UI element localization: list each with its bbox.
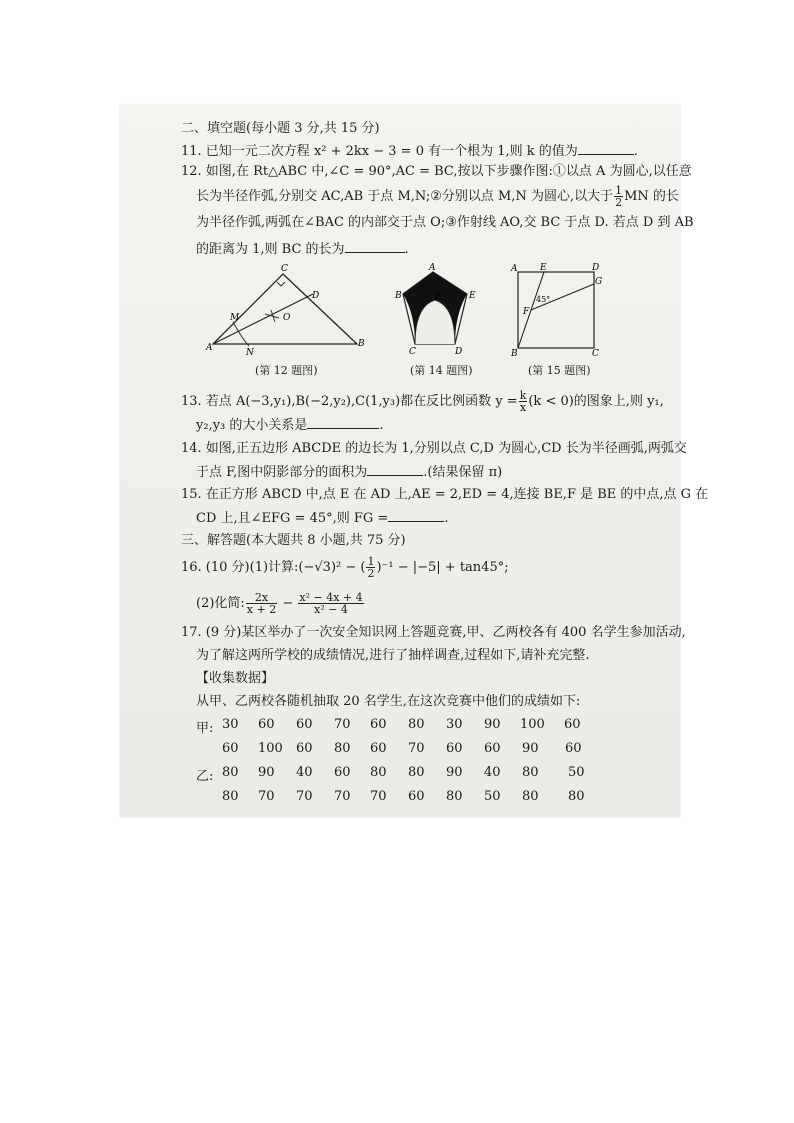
label-angle: 45°	[536, 295, 551, 304]
score-cell: 70	[258, 789, 275, 804]
score-cell: 60	[370, 741, 387, 756]
score-cell: 90	[484, 717, 501, 732]
question-16-line-2: (2)化简: $\frac{2x}{x + 2}$ − $\frac{\text{x² − 4x + 4}}{\text{x² − 4}}$	[196, 591, 363, 616]
fraction-2x-over-x-plus-2: $\frac{2x}{x + 2}$	[246, 591, 277, 616]
figure-14	[393, 262, 493, 357]
question-14-line-2: 于点 F,图中阴影部分的面积为 .(结果保留 π)	[196, 465, 503, 480]
label-C: C	[281, 264, 288, 274]
question-16-line-1: 16. (10 分)(1)计算:(−√3)² − ( $\frac{1}{2}$ )⁻¹ − |−5| + tan45°;	[181, 555, 509, 580]
score-cell: 80	[522, 789, 539, 804]
score-cell: 30	[222, 717, 239, 732]
answer-blank[interactable]	[367, 463, 423, 476]
score-cell: 40	[484, 765, 501, 780]
score-cell: 50	[568, 765, 585, 780]
score-cell: 60	[296, 717, 313, 732]
question-15-line-2: CD 上,且∠EFG = 45°,则 FG = .	[196, 511, 449, 526]
question-11: 11. 已知一元二次方程 x² + 2kx − 3 = 0 有一个根为 1,则 k 的值为 .	[181, 144, 638, 159]
section-title-solutions: 三、解答题(本大题共 8 小题,共 75 分)	[181, 533, 406, 548]
fraction-half: $\frac{1}{2}$	[367, 555, 375, 580]
score-cell: 60	[334, 765, 351, 780]
figure-12	[205, 262, 375, 357]
label-N: N	[246, 348, 254, 357]
score-cell: 60	[446, 741, 463, 756]
score-cell: 60	[222, 741, 239, 756]
answer-blank[interactable]	[578, 142, 634, 155]
label-B: B	[358, 339, 365, 349]
fraction-half: $\frac{1}{2}$	[615, 184, 623, 209]
question-12-line-2: 长为半径作弧,分别交 AC,AB 于点 M,N;②分别以点 M,N 为圆心,以大于 $\frac{1}{2}$ MN 的长	[196, 184, 679, 209]
score-cell: 80	[370, 765, 387, 780]
school-b-label: 乙:	[196, 769, 214, 784]
question-13-line-2: y₂,y₃ 的大小关系是 .	[196, 418, 384, 433]
label-A: A	[511, 264, 518, 274]
score-cell: 80	[568, 789, 585, 804]
label-G: G	[595, 277, 603, 287]
label-B: B	[511, 349, 518, 357]
label-M: M	[230, 313, 240, 323]
section-title-fill-in: 二、填空题(每小题 3 分,共 15 分)	[181, 121, 380, 136]
fraction-k-over-x: $\frac{k}{x}$	[519, 389, 527, 414]
score-cell: 70	[334, 717, 351, 732]
score-cell: 100	[520, 717, 545, 732]
score-cell: 60	[258, 717, 275, 732]
label-D: D	[592, 263, 600, 273]
label-F: F	[435, 292, 442, 302]
score-cell: 100	[258, 741, 283, 756]
score-cell: 60	[484, 741, 501, 756]
answer-blank[interactable]	[388, 509, 444, 522]
collect-data-intro: 从甲、乙两校各随机抽取 20 名学生,在这次竞赛中他们的成绩如下:	[196, 694, 581, 709]
score-cell: 60	[370, 717, 387, 732]
label-C: C	[592, 349, 599, 357]
question-17-line-1: 17. (9 分)某区举办了一次安全知识网上答题竞赛,甲、乙两校各有 400 名学生参加活动,	[181, 625, 686, 640]
label-D: D	[455, 347, 463, 357]
score-cell: 90	[446, 765, 463, 780]
question-12-line-3: 为半径作弧,两弧在∠BAC 的内部交于点 O;③作射线 AO,交 BC 于点 D. 若点 D 到 AB	[196, 215, 694, 230]
label-A: A	[206, 343, 213, 353]
question-12-line-4: 的距离为 1,则 BC 的长为 .	[196, 242, 409, 257]
score-cell: 80	[222, 789, 239, 804]
figure-15	[508, 262, 603, 357]
score-cell: 70	[408, 741, 425, 756]
score-cell: 60	[296, 741, 313, 756]
question-11-text: 11. 已知一元二次方程 x² + 2kx − 3 = 0 有一个根为 1,则 k 的值为	[181, 144, 578, 159]
question-15-line-1: 15. 在正方形 ABCD 中,点 E 在 AD 上,AE = 2,ED = 4,连接 BE,F 是 BE 的中点,点 G 在	[181, 487, 709, 502]
label-E: E	[469, 291, 476, 301]
label-E: E	[540, 263, 547, 273]
score-cell: 30	[446, 717, 463, 732]
score-cell: 60	[564, 717, 581, 732]
score-cell: 80	[408, 765, 425, 780]
label-A: A	[429, 263, 436, 273]
score-cell: 90	[522, 741, 539, 756]
score-cell: 40	[296, 765, 313, 780]
score-cell: 70	[334, 789, 351, 804]
score-cell: 70	[296, 789, 313, 804]
answer-blank[interactable]	[307, 416, 379, 429]
figure-15-caption: (第 15 题图)	[528, 364, 591, 377]
label-C: C	[409, 347, 416, 357]
score-cell: 80	[446, 789, 463, 804]
question-14-line-1: 14. 如图,正五边形 ABCDE 的边长为 1,分别以点 C,D 为圆心,CD 长为半径画弧,两弧交	[181, 441, 687, 456]
score-cell: 60	[565, 741, 582, 756]
question-17-line-2: 为了解这两所学校的成绩情况,进行了抽样调查,过程如下,请补充完整.	[196, 648, 590, 663]
school-a-label: 甲:	[196, 721, 214, 736]
score-cell: 80	[522, 765, 539, 780]
label-B: B	[395, 291, 402, 301]
score-cell: 80	[334, 741, 351, 756]
score-cell: 50	[484, 789, 501, 804]
question-12-line-1: 12. 如图,在 Rt△ABC 中,∠C = 90°,AC = BC,按以下步骤作图:①以点 A 为圆心,以任意	[181, 164, 692, 179]
collect-data-heading: 【收集数据】	[196, 671, 275, 686]
figure-12-caption: (第 12 题图)	[255, 364, 318, 377]
score-cell: 90	[258, 765, 275, 780]
score-cell: 70	[370, 789, 387, 804]
label-D: D	[312, 291, 320, 301]
figure-14-caption: (第 14 题图)	[410, 364, 473, 377]
answer-blank[interactable]	[345, 240, 405, 253]
question-13-line-1: 13. 若点 A(−3,y₁),B(−2,y₂),C(1,y₃)都在反比例函数 y = $\frac{k}{x}$ (k < 0)的图象上,则 y₁,	[181, 389, 664, 414]
score-cell: 80	[222, 765, 239, 780]
score-cell: 60	[408, 789, 425, 804]
label-F: F	[523, 307, 530, 317]
score-cell: 80	[408, 717, 425, 732]
fraction-polynomial: $\frac{\text{x² − 4x + 4}}{\text{x² − 4}}$	[299, 591, 363, 616]
label-O: O	[283, 313, 291, 323]
